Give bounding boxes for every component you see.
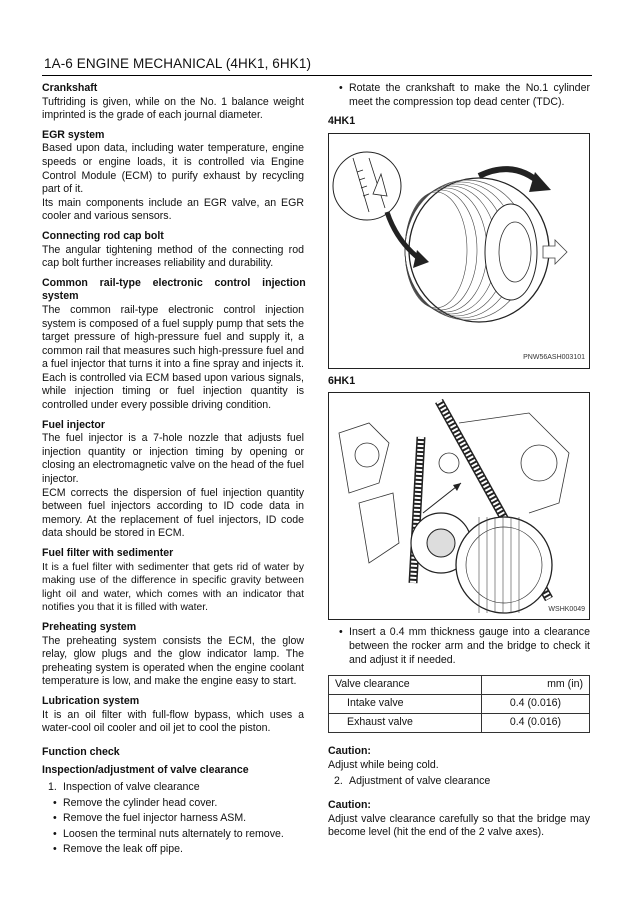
- table-cell-name: Exhaust valve: [329, 714, 482, 733]
- step-1-text: Inspection of valve clearance: [63, 780, 200, 793]
- section-filter: [42, 547, 304, 615]
- text-egr-2: Its main components include an EGR valve, an EGR cooler and various sensors.: [42, 196, 304, 223]
- table-cell-value: 0.4 (0.016): [481, 695, 589, 714]
- bullet-rotate-crankshaft: [328, 82, 590, 109]
- table-header-unit: mm (in): [481, 676, 589, 695]
- step-1: [42, 781, 304, 795]
- caution-1-text: Adjust while being cold.: [328, 758, 439, 771]
- bullet-glyph: •: [339, 626, 343, 639]
- table-row: [329, 714, 590, 733]
- right-column: [328, 82, 590, 840]
- caution-1-heading: Caution:: [328, 745, 371, 758]
- text-rail: The common rail-type electronic control injection system is composed of a fuel supply pump that sets the target pressure of high-pressure fuel and supply it, a common rail that measures such high-pressure fuel and a fuel injector that turns it into a fine spray and injects it. Each is controlled via ECM based upon various signals, while injection timing or fuel injection quantity is controlled under every possible driving condition.: [42, 303, 304, 412]
- table-header-row: [329, 676, 590, 695]
- step-2: [328, 775, 590, 789]
- bullet-glyph: •: [53, 843, 57, 856]
- crank-pulley-illustration: [329, 134, 589, 366]
- list-item: [42, 828, 304, 842]
- heading-valve-inspection: Inspection/adjustment of valve clearance: [42, 764, 249, 777]
- left-column: [42, 82, 304, 863]
- section-egr: [42, 129, 304, 224]
- section-preheat: [42, 621, 304, 689]
- step-2-number: 2.: [334, 775, 343, 788]
- step-1-number: 1.: [48, 780, 57, 793]
- section-function: [42, 746, 304, 857]
- table-row: [329, 695, 590, 714]
- text-injector-2: ECM corrects the dispersion of fuel injection quantity between fuel injectors according to ID code data in memory. At the replacement of fuel injectors, ID code data should be stored in ECM.: [42, 486, 304, 540]
- bullet-text: Rotate the crankshaft to make the No.1 cylinder meet the compression top dead center (TDC).: [349, 82, 590, 108]
- table-cell-value: 0.4 (0.016): [481, 714, 589, 733]
- figure-4hk1: [328, 133, 590, 369]
- table-header-label: Valve clearance: [329, 676, 482, 695]
- page-header: 1A-6 ENGINE MECHANICAL (4HK1, 6HK1): [44, 56, 312, 71]
- bullet-text: Remove the leak off pipe.: [63, 843, 183, 856]
- header-rule: [42, 75, 592, 76]
- list-item: [42, 797, 304, 811]
- text-lube: It is an oil filter with full-flow bypass, which uses a water-cool oil cooler and oil jet to cool the piston.: [42, 708, 304, 735]
- engine-belt-illustration: [329, 393, 589, 617]
- text-preheat: The preheating system consists the ECM, the glow relay, glow plugs and the glow indicator lamp. The preheating system is operated when the engine coolant temperature is low, and make the engine easy to start.: [42, 634, 304, 688]
- section-injector: [42, 419, 304, 541]
- bullet-glyph: •: [53, 827, 57, 840]
- bullet-glyph: •: [339, 82, 343, 94]
- section-crankshaft: [42, 82, 304, 123]
- text-filter: It is a fuel filter with sedimenter that gets rid of water by making use of the difference in specific gravity between light oil and water, which comes with an indicator that notifies you that it is filled with water.: [42, 561, 304, 614]
- heading-rail-2: system: [42, 290, 79, 303]
- caution-2-text: Adjust valve clearance carefully so that the bridge may become level (hit the end of the 2 valve axes).: [328, 812, 590, 839]
- heading-preheat: Preheating system: [42, 620, 137, 633]
- list-item: [42, 843, 304, 857]
- caution-2: [328, 799, 590, 840]
- bullet-glyph: •: [53, 812, 57, 825]
- figure-label-6hk1: 6HK1: [328, 374, 356, 387]
- bullet-glyph: •: [53, 796, 57, 809]
- section-lube: [42, 695, 304, 736]
- bullet-insert-gauge: [328, 626, 590, 667]
- heading-crankshaft: Crankshaft: [42, 82, 98, 94]
- heading-egr: EGR system: [42, 128, 105, 141]
- heading-filter: Fuel filter with sedimenter: [42, 547, 174, 559]
- figure-label-4hk1: 4HK1: [328, 115, 356, 128]
- bullet-text: Insert a 0.4 mm thickness gauge into a clearance between the rocker arm and the bridge to check it and adjust it if needed.: [349, 626, 590, 666]
- bullet-text: Remove the fuel injector harness ASM.: [63, 812, 247, 825]
- text-crankshaft: Tuftriding is given, while on the No. 1 balance weight imprinted is the grade of each journal diameter.: [42, 95, 304, 122]
- step-2-text: Adjustment of valve clearance: [349, 775, 491, 788]
- caution-2-heading: Caution:: [328, 798, 371, 811]
- text-conrod: The angular tightening method of the connecting rod cap bolt further increases reliability and durability.: [42, 243, 304, 270]
- heading-injector: Fuel injector: [42, 418, 105, 431]
- table-cell-name: Intake valve: [329, 695, 482, 714]
- heading-rail-1: Common rail-type electronic control injection: [42, 276, 306, 289]
- figure-6hk1: [328, 392, 590, 620]
- text-egr-1: Based upon data, including water temperature, engine speeds or engine loads, it is controlled via Engine Control Module (ECM) to purify exhaust by recycling part of it.: [42, 142, 304, 196]
- bullet-text: Remove the cylinder head cover.: [63, 796, 218, 809]
- figure-code-4hk1: PNW56ASH003101: [523, 354, 585, 362]
- list-item: [42, 812, 304, 826]
- bullet-text: Loosen the terminal nuts alternately to remove.: [63, 827, 284, 840]
- heading-function: Function check: [42, 745, 120, 758]
- figure-code-6hk1: WSHK0049: [548, 605, 585, 613]
- valve-clearance-table: [328, 675, 590, 733]
- section-rail: [42, 277, 304, 413]
- caution-1: [328, 745, 590, 772]
- heading-conrod: Connecting rod cap bolt: [42, 229, 164, 242]
- section-conrod: [42, 230, 304, 271]
- text-injector-1: The fuel injector is a 7-hole nozzle that adjusts fuel injection quantity or injection timing by opening or closing an electromagnetic valve on the head of the fuel injector.: [42, 432, 304, 486]
- heading-lube: Lubrication system: [42, 694, 140, 707]
